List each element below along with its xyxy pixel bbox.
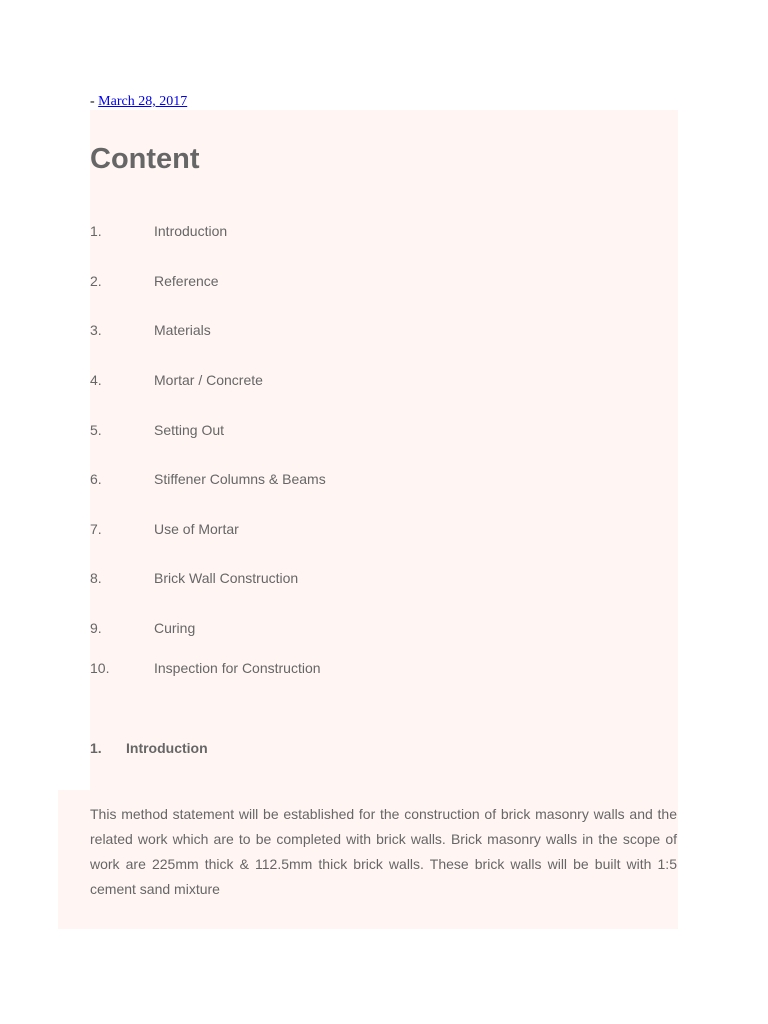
toc-item-label: Reference bbox=[154, 273, 219, 289]
date-prefix: - bbox=[90, 94, 99, 109]
toc-item-reference bbox=[90, 271, 650, 291]
section-number: 1. bbox=[90, 740, 102, 756]
introduction-paragraph: This method statement will be established for the construction of brick masonry walls and the related work which are to be completed with brick walls. Brick masonry walls in the scope of work are 225mm thick & 112.5mm thick brick walls. These brick walls will be built with 1:5 cement sand mixture bbox=[90, 806, 677, 897]
toc-item-label: Use of Mortar bbox=[154, 521, 239, 537]
toc-item-number: 9. bbox=[90, 620, 102, 636]
toc-item-stiffener-columns-beams bbox=[90, 469, 650, 489]
toc-item-introduction bbox=[90, 221, 650, 241]
toc-item-inspection-for-construction bbox=[90, 658, 650, 678]
toc-item-number: 4. bbox=[90, 372, 102, 388]
post-date-link[interactable]: March 28, 2017 bbox=[98, 94, 188, 109]
content-title: Content bbox=[90, 143, 200, 175]
toc-item-setting-out bbox=[90, 420, 650, 440]
toc-item-materials bbox=[90, 320, 650, 340]
toc-item-mortar-concrete bbox=[90, 370, 650, 390]
toc-item-label: Materials bbox=[154, 322, 211, 338]
post-date-line bbox=[90, 94, 187, 110]
toc-item-number: 5. bbox=[90, 422, 102, 438]
toc-item-label: Mortar / Concrete bbox=[154, 372, 263, 388]
toc-item-number: 10. bbox=[90, 660, 110, 676]
toc-item-label: Brick Wall Construction bbox=[154, 570, 299, 586]
toc-item-label: Setting Out bbox=[154, 422, 225, 438]
toc-item-label: Stiffener Columns & Beams bbox=[154, 471, 326, 487]
toc-item-label: Introduction bbox=[154, 223, 228, 239]
toc-item-number: 1. bbox=[90, 223, 102, 239]
section-title: Introduction bbox=[126, 740, 208, 756]
toc-item-number: 2. bbox=[90, 273, 102, 289]
content-background-panel bbox=[90, 110, 678, 800]
toc-item-number: 3. bbox=[90, 322, 102, 338]
toc-item-label: Inspection for Construction bbox=[154, 660, 321, 676]
toc-item-label: Curing bbox=[154, 620, 196, 636]
toc-item-brick-wall-construction bbox=[90, 568, 650, 588]
toc-item-number: 8. bbox=[90, 570, 102, 586]
toc-item-number: 7. bbox=[90, 521, 102, 537]
toc-item-number: 6. bbox=[90, 471, 102, 487]
toc-item-use-of-mortar bbox=[90, 519, 650, 539]
toc-item-curing bbox=[90, 618, 650, 638]
